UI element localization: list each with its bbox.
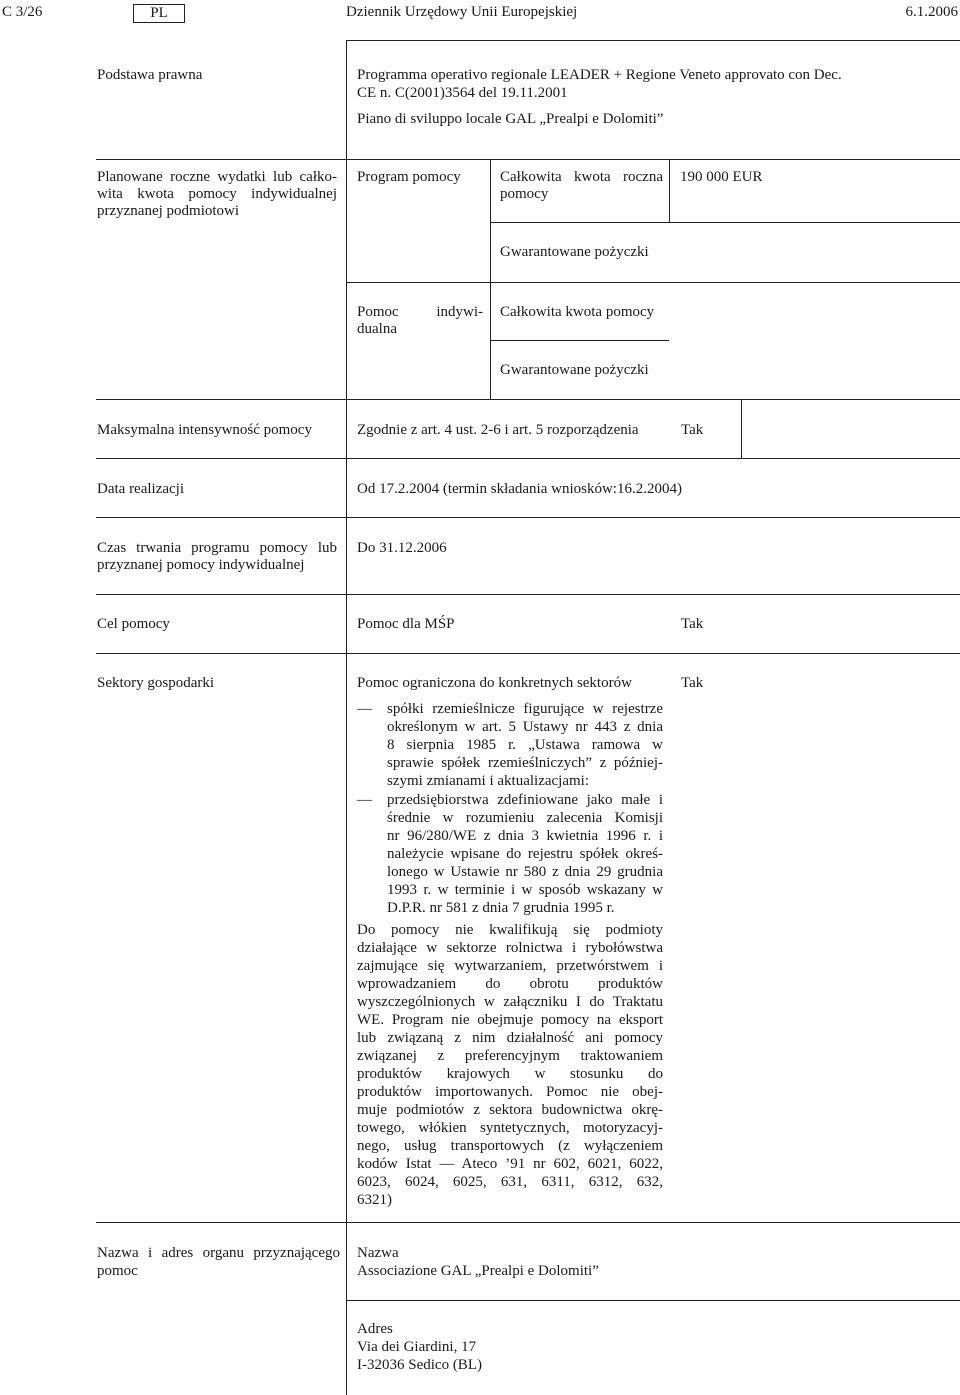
exclusion-line: wyszczególnionych w załączniku I do Traktatu [357, 994, 663, 1010]
implementation-date-value: Od 17.2.2004 (termin składania wniosków:16.2.2004) [357, 481, 682, 497]
table-column-divider-flag [741, 399, 742, 458]
max-intensity-label: Maksymalna intensywność pomocy [97, 422, 312, 438]
table-column-divider-inner [490, 159, 491, 399]
authority-name-label: Nazwa [357, 1245, 399, 1261]
implementation-date-label: Data realizacji [97, 481, 185, 497]
total-annual-aid-label: Całkowita kwota roczna [500, 169, 663, 185]
exclusion-line: zajmujące się wytwarzaniem, przetwórstwem i [357, 958, 663, 974]
sectors-label: Sektory gospodarki [97, 675, 215, 691]
sectors-exclusion-paragraph [357, 921, 663, 1209]
legal-basis-decision: CE n. C(2001)3564 del 19.11.2001 [357, 85, 568, 101]
legal-basis-local-plan: Piano di sviluppo locale GAL „Prealpi e Dolomiti” [357, 111, 664, 127]
row-separator [96, 517, 960, 518]
exclusion-line: 6321) [357, 1192, 392, 1208]
row-separator [96, 159, 960, 160]
authority-name-value: Associazione GAL „Prealpi e Dolomiti” [357, 1263, 599, 1279]
sector-item-line: należycie wpisane do rejestru spółek okreś- [387, 846, 663, 862]
exclusion-line: muje podmiotów z sektora budownictwa okrę- [357, 1102, 663, 1118]
exclusion-line: wprowadzaniem do obrotu produktów [357, 976, 663, 992]
total-annual-aid-value: 190 000 EUR [680, 169, 763, 185]
sector-item-line: lonego w Ustawie nr 580 z dnia 29 grudnia [387, 864, 663, 880]
exclusion-line: produktów importowanych. Pomoc nie obej- [357, 1084, 663, 1100]
sector-item-line: nr 96/280/WE z dnia 3 kwietnia 1996 r. i [387, 828, 663, 844]
sector-item-line: przedsiębiorstwa zdefiniowane jako małe i [387, 792, 663, 808]
exclusion-line: WE. Program nie obejmuje pomocy na eksport [357, 1012, 663, 1028]
dash-bullet: — [357, 792, 372, 808]
journal-title: Dziennik Urzędowy Unii Europejskiej [346, 4, 578, 20]
exclusion-line: lub związaną z nim działalność ani pomocy [357, 1030, 663, 1046]
annual-expenditure-label: wita kwota pomocy indywidualnej [97, 186, 337, 202]
legal-basis-programme: Programma operativo regionale LEADER + Regione Veneto approvato con Dec. [357, 67, 842, 83]
annual-expenditure-label: Planowane roczne wydatki lub całko- [97, 169, 337, 185]
sector-item-line: średnie w rozumieniu zalecenia Komisji [387, 810, 663, 826]
sector-item-line: 8 sierpnia 1985 r. „Ustawa ramowa w [387, 737, 663, 753]
individual-aid-label: dualna [357, 321, 397, 337]
exclusion-line: towego, włókien syntetycznych, motoryzacyj- [357, 1120, 663, 1136]
row-separator [96, 399, 960, 400]
row-separator [96, 1222, 960, 1223]
max-intensity-flag: Tak [681, 422, 704, 438]
row-separator [490, 222, 960, 223]
table-column-divider [346, 40, 347, 1395]
row-separator [96, 594, 960, 595]
authority-label: pomoc [97, 1263, 138, 1279]
table-column-divider-value [669, 159, 670, 222]
guaranteed-loans-label: Gwarantowane pożyczki [500, 244, 649, 260]
total-annual-aid-label: pomocy [500, 186, 549, 202]
sector-item-line: określonym w art. 5 Ustawy nr 443 z dnia [387, 719, 663, 735]
legal-basis-label: Podstawa prawna [97, 67, 203, 83]
row-separator [96, 458, 960, 459]
duration-value: Do 31.12.2006 [357, 540, 447, 556]
exclusion-line: produktów krajowych w stosunku do [357, 1066, 663, 1082]
objective-flag: Tak [681, 616, 704, 632]
sector-item-line: 1993 r. w terminie i w sposób wskazany w [387, 882, 663, 898]
page-reference: C 3/26 [2, 4, 43, 20]
sector-list-item [357, 791, 663, 917]
language-badge: PL [133, 4, 185, 23]
sectors-flag: Tak [681, 675, 704, 691]
annual-expenditure-label: przyznanej podmiotowi [97, 203, 240, 219]
issue-date: 6.1.2006 [905, 4, 958, 20]
individual-aid-label: Pomoc indywi- [357, 304, 483, 320]
dash-bullet: — [357, 701, 372, 717]
duration-label: Czas trwania programu pomocy lub [97, 540, 337, 556]
sectors-intro: Pomoc ograniczona do konkretnych sektorów [357, 675, 632, 691]
sector-item-line: D.P.R. nr 581 z dnia 7 grudnia 1995 r. [387, 900, 615, 916]
objective-label: Cel pomocy [97, 616, 170, 632]
duration-label: przyznanej pomocy indywidualnej [97, 557, 305, 573]
row-separator [346, 40, 960, 41]
sector-item-line: sprawie spółek rzemieślniczych” z później- [387, 755, 663, 771]
row-separator [346, 1300, 960, 1301]
row-separator [346, 282, 960, 283]
total-aid-label: Całkowita kwota pomocy [500, 304, 655, 320]
aid-scheme-label: Program pomocy [357, 169, 461, 185]
exclusion-line: działające w sektorze rolnictwa i rybołówstwa [357, 940, 663, 956]
objective-value: Pomoc dla MŚP [357, 616, 455, 632]
sector-item-line: szymi zmianami i aktualizacjami: [387, 773, 590, 789]
guaranteed-loans-label: Gwarantowane pożyczki [500, 362, 649, 378]
row-separator [96, 653, 960, 654]
exclusion-line: nego, usług transportowych (z wyłączeniem [357, 1138, 663, 1154]
row-separator [490, 340, 669, 341]
exclusion-line: związanej z preferencyjnym traktowaniem [357, 1048, 663, 1064]
sector-item-line: spółki rzemieślnicze figurujące w rejestrze [387, 701, 663, 717]
authority-label: Nazwa i adres organu przyznającego [97, 1245, 340, 1261]
exclusion-line: Do pomocy nie kwalifikują się podmioty [357, 922, 663, 938]
authority-address-label: Adres [357, 1321, 393, 1337]
exclusion-line: kodów Istat — Ateco ’91 nr 602, 6021, 6022, [357, 1156, 663, 1172]
authority-address-city: I-32036 Sedico (BL) [357, 1357, 482, 1373]
exclusion-line: 6023, 6024, 6025, 631, 6311, 6312, 632, [357, 1174, 663, 1190]
authority-address-street: Via dei Giardini, 17 [357, 1339, 477, 1355]
max-intensity-value: Zgodnie z art. 4 ust. 2-6 i art. 5 rozporządzenia [357, 422, 639, 438]
sector-list-item [357, 700, 663, 790]
